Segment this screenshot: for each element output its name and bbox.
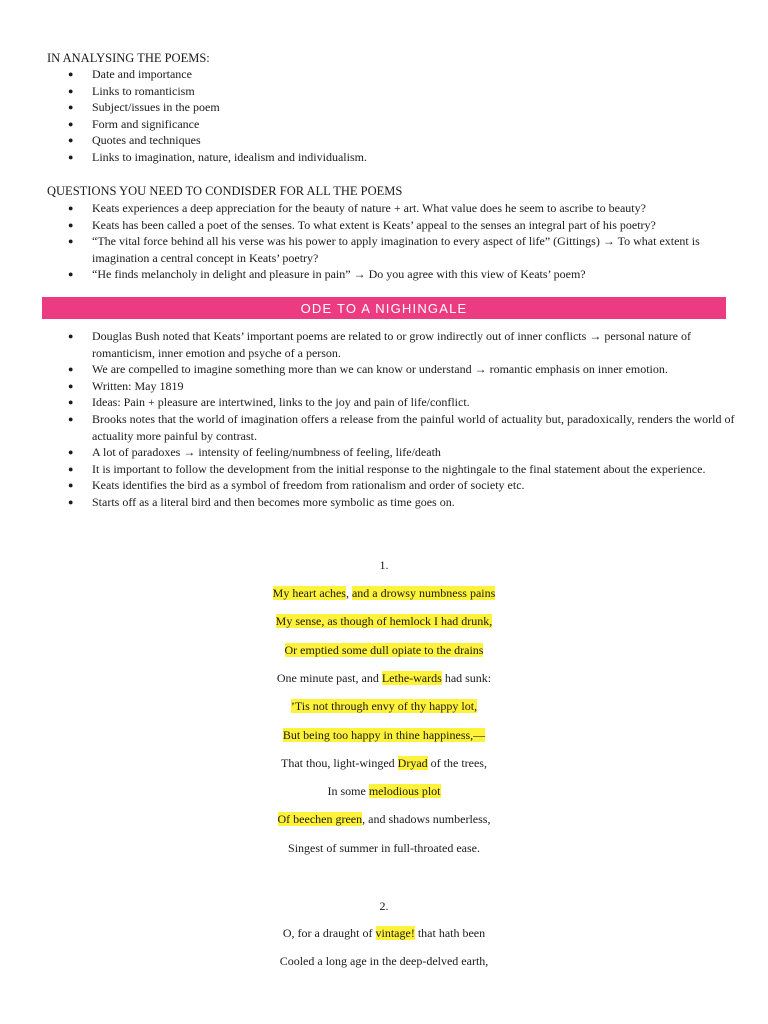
list-item <box>47 477 737 494</box>
list-item-text: Keats has been called a poet of the senses. To what extent is Keats’ appeal to the senses an integral part of his poetry? <box>92 217 656 232</box>
list-item-text: Keats identifies the bird as a symbol of freedom from rationalism and order of society etc. <box>92 478 525 493</box>
highlighted-text: My sense, as though of hemlock I had drunk, <box>275 614 493 629</box>
bullet-icon: ● <box>68 236 74 247</box>
bullet-icon: ● <box>68 380 74 391</box>
list-item-text: It is important to follow the development from the initial response to the nightingale to the final statement about the experience. <box>92 461 706 476</box>
bullet-icon: ● <box>68 102 74 113</box>
list-item <box>47 116 737 133</box>
highlighted-text: Dryad <box>397 755 428 770</box>
stanza-number: 2. <box>379 899 389 913</box>
list-item-text: We are compelled to imagine something more than we can know or understand → romantic emphasis on inner emotion. <box>92 362 668 377</box>
bullet-icon: ● <box>68 219 74 230</box>
list-item-text: A lot of paradoxes → intensity of feeling/numbness of feeling, life/death <box>92 445 441 460</box>
list-item-text: Form and significance <box>92 116 200 131</box>
list-item <box>47 411 737 444</box>
highlighted-text: Or emptied some dull opiate to the drains <box>284 642 484 657</box>
bullet-icon: ● <box>68 397 74 408</box>
highlighted-text: melodious plot <box>368 784 441 799</box>
list-item <box>47 461 737 478</box>
highlighted-text: But being too happy in thine happiness,— <box>282 727 486 742</box>
bullet-icon: ● <box>68 364 74 375</box>
list-item-text: Starts off as a literal bird and then becomes more symbolic as time goes on. <box>92 494 455 509</box>
highlighted-text: vintage! <box>375 926 415 940</box>
verse-line <box>0 585 768 601</box>
list-item-text: Douglas Bush noted that Keats’ important poems are related to or grow indirectly out of inner conflicts → personal nature of romanticism, inner emotion and psyche of a person. <box>92 329 691 360</box>
list-item <box>47 494 737 511</box>
verse-text: had sunk: <box>441 670 492 685</box>
list-item <box>47 99 737 116</box>
questions-heading: QUESTIONS YOU NEED TO CONDISDER FOR ALL THE POEMS <box>47 184 403 198</box>
list-item-text: Links to romanticism <box>92 83 195 98</box>
verse-text: , <box>345 586 352 600</box>
list-item <box>47 149 737 166</box>
verse-line <box>0 642 768 658</box>
bullet-icon: ● <box>68 151 74 162</box>
verse-text: One minute past, and <box>276 670 382 685</box>
verse-text: of the trees, <box>427 755 487 770</box>
verse-line <box>0 783 768 799</box>
verse-text: , and shadows numberless, <box>362 812 491 827</box>
list-item <box>47 233 737 266</box>
bullet-icon: ● <box>68 331 74 341</box>
list-item-text: Brooks notes that the world of imagination offers a release from the painful world of actuality but, paradoxically, renders the world of actuality more painful by contrast. <box>92 411 735 443</box>
highlighted-text: Of beechen green <box>277 812 363 827</box>
verse-line <box>0 727 768 743</box>
list-item <box>47 217 737 234</box>
bullet-icon: ● <box>68 463 74 474</box>
verse-text: That thou, light-winged <box>281 755 398 770</box>
stanza-number: 1. <box>379 558 389 572</box>
bullet-icon: ● <box>68 269 74 280</box>
bullet-icon: ● <box>68 203 74 213</box>
verse-line <box>0 698 768 714</box>
list-item-text: Quotes and techniques <box>92 133 201 148</box>
bullet-icon: ● <box>68 135 74 146</box>
verse-text: that hath been <box>414 926 486 940</box>
notes-list <box>47 328 737 511</box>
verse-line <box>0 755 768 771</box>
questions-list <box>47 200 737 283</box>
verse-line <box>0 925 768 941</box>
highlighted-text: ’Tis not through envy of thy happy lot, <box>290 699 478 714</box>
list-item <box>47 66 737 83</box>
list-item-text: Subject/issues in the poem <box>92 100 220 115</box>
list-item <box>47 378 737 395</box>
verse-line <box>0 811 768 827</box>
verse-text: Singest of summer in full-throated ease. <box>288 840 480 855</box>
list-item <box>47 394 737 411</box>
list-item-text: “The vital force behind all his verse was his power to apply imagination to every aspect of life” (Gittings) → To what extent is imagination a central concept in Keats’ poetry? <box>92 234 700 265</box>
verse-text: Cooled a long age in the deep-delved earth, <box>279 954 489 968</box>
bullet-icon: ● <box>68 447 74 458</box>
bullet-icon: ● <box>68 69 74 79</box>
list-item <box>47 266 737 283</box>
list-item-text: Ideas: Pain + pleasure are intertwined, links to the joy and pain of life/conflict. <box>92 395 470 410</box>
bullet-icon: ● <box>68 480 74 491</box>
list-item-text: “He finds melancholy in delight and pleasure in pain” → Do you agree with this view of Keats’ poem? <box>92 267 586 282</box>
highlighted-text: Lethe-wards <box>381 670 442 685</box>
bullet-icon: ● <box>68 118 74 129</box>
list-item <box>47 361 737 378</box>
verse-line <box>0 670 768 686</box>
list-item <box>47 200 737 217</box>
bullet-icon: ● <box>68 85 74 96</box>
section-banner <box>42 297 726 319</box>
verse-line <box>0 613 768 629</box>
verse-line <box>0 840 768 856</box>
bullet-icon: ● <box>68 496 74 507</box>
list-item <box>47 328 737 361</box>
highlighted-text: My heart aches <box>272 586 346 600</box>
list-item-text: Links to imagination, nature, idealism and individualism. <box>92 149 367 164</box>
bullet-icon: ● <box>68 413 74 424</box>
list-item <box>47 444 737 461</box>
list-item <box>47 83 737 100</box>
banner-title: ODE TO A NIGHINGALE <box>300 300 468 316</box>
analysing-heading: IN ANALYSING THE POEMS: <box>47 51 210 65</box>
list-item <box>47 132 737 149</box>
list-item-text: Date and importance <box>92 67 192 81</box>
verse-line <box>0 953 768 969</box>
verse-text: O, for a draught of <box>282 926 376 940</box>
verse-text: In some <box>327 784 369 799</box>
analysing-list <box>47 66 737 166</box>
highlighted-text: and a drowsy numbness pains <box>351 586 496 600</box>
list-item-text: Keats experiences a deep appreciation for the beauty of nature + art. What value does he seem to ascribe to beauty? <box>92 201 646 215</box>
list-item-text: Written: May 1819 <box>92 378 184 393</box>
